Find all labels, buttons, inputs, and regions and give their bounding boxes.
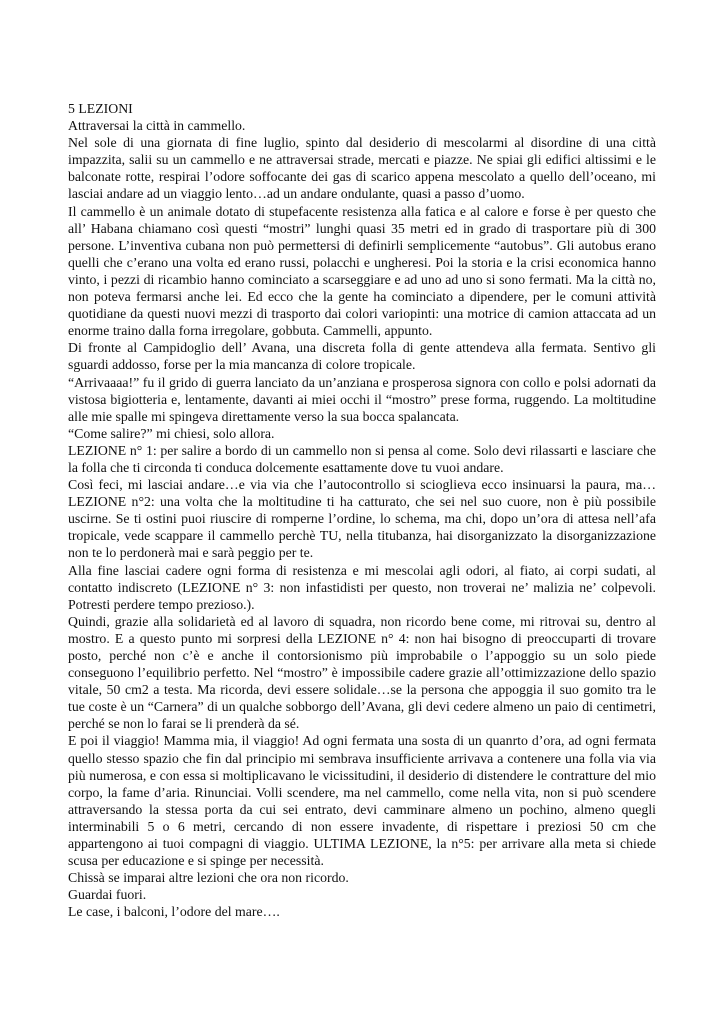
paragraph-11: Chissà se imparai altre lezioni che ora non ricordo. xyxy=(68,870,349,886)
paragraph-5: “Come salire?” mi chiesi, solo allora. xyxy=(68,425,275,441)
paragraph-12: Guardai fuori. xyxy=(68,887,147,903)
paragraph-6: LEZIONE n° 1: per salire a bordo di un cammello non si pensa al come. Solo devi rilassarti e lasciare che la folla che ti circonda ti conduca dolcemente esattamente dove tu vuoi andare. xyxy=(68,442,656,475)
paragraph-3: Di fronte al Campidoglio dell’ Avana, una discreta folla di gente attendeva alla fermata. Sentivo gli sguardi addosso, forse per la mia mancanza di colore tropicale. xyxy=(68,340,656,373)
paragraph-4: “Arrivaaaa!” fu il grido di guerra lanciato da un’anziana e prosperosa signora con collo e polsi adornati da vistosa bigiotteria e, lentamente, davanti ai miei occhi il “mostro” prese forma, ruggendo. La moltitudine alle mie spalle mi spingeva direttamente verso la sua bocca spalancata. xyxy=(68,374,656,424)
paragraph-1: Nel sole di una giornata di fine luglio, spinto dal desiderio di mescolarmi al disordine di una città impazzita, salii su un cammello e ne attraversai strade, mercati e piazze. Ne spiai gli edifici altissimi e le balconate rotte, respirai l’odore soffocante dei gas di scarico appena mescolato a quello dell’oceano, mi lasciai andare ad un viaggio lento…ad un andare ondulante, quasi a passo d’uomo. xyxy=(68,135,656,202)
document-page xyxy=(68,100,656,921)
paragraph-7: Così feci, mi lasciai andare…e via via che l’autocontrollo si scioglieva ecco insinuarsi la paura, ma…LEZIONE n°2: una volta che la moltitudine ti ha catturato, che sei nel suo cuore, non è più possibile uscirne. Se ti ostini puoi riuscire di romperne l’ordine, lo schema, ma chi, dopo un’ora di attesa nell’afa tropicale, vede scappare il cammello perchè TU, nella titubanza, hai disorganizzato la disorganizzazione non te lo perdonerà mai e sarà peggio per te. xyxy=(68,477,656,561)
paragraph-2: Il cammello è un animale dotato di stupefacente resistenza alla fatica e al calore e forse è per questo che all’ Habana chiamano così questi “mostri” lunghi quasi 35 metri ed in grado di trasportare più di 300 persone. L’inventiva cubana non può permettersi di definirli semplicemente “autobus”. Gli autobus erano quelli che c’erano una volta ed erano russi, polacchi e ungheresi. Poi la storia e la crisi economica hanno vinto, i pezzi di ricambio hanno cominciato a scarseggiare e ad uno ad uno si sono fermati. Ma la città no, non poteva fermarsi anche lei. Ed ecco che la gente ha cominciato a dipendere, per le comuni attività quotidiane da questi nuovi mezzi di trasporto dai colori variopinti: una motrice di camion attaccata ad un enorme traino dalla forna irregolare, gobbuta. Cammelli, appunto. xyxy=(68,203,656,339)
paragraph-10: E poi il viaggio! Mamma mia, il viaggio! Ad ogni fermata una sosta di un quanrto d’ora, ad ogni fermata quello stesso spazio che fin dal principio mi sembrava insufficiente arrivava a contenere una folla via via più numerosa, e con essa si moltiplicavano le vicissitudini, il desiderio di distendere le contratture del mio corpo, la fame d’aria. Rinunciai. Volli scendere, ma nel cammello, come nella vita, non si può scendere attraversando la stessa porta da cui sei entrato, devi camminare almeno un pochino, almeno quegli interminabili 5 o 6 metri, cercando di non essere invadente, di rispettare i preziosi 50 cm che appartengono ai tuoi compagni di viaggio. ULTIMA LEZIONE, la n°5: per arrivare alla meta si chiede scusa per educazione e si spinge per necessità. xyxy=(68,733,656,869)
document-title: 5 LEZIONI xyxy=(68,101,133,116)
document-subtitle: Attraversai la città in cammello. xyxy=(68,118,246,134)
paragraph-8: Alla fine lasciai cadere ogni forma di resistenza e mi mescolai agli odori, al fiato, ai corpi sudati, al contatto indiscreto (LEZIONE n° 3: non infastidisti per questo, non troverai ne’ malizia ne’ colpevoli. Potresti perdere tempo prezioso.). xyxy=(68,562,656,612)
paragraph-13: Le case, i balconi, l’odore del mare…. xyxy=(68,904,280,920)
paragraph-9: Quindi, grazie alla solidarietà ed al lavoro di squadra, non ricordo bene come, mi ritrovai su, dentro al mostro. E a questo punto mi sorpresi della LEZIONE n° 4: non hai bisogno di preoccuparti di trovare posto, perché non c’è e anche il contorsionismo più improbabile o l’appoggio su un solo piede conseguono l’equilibrio perfetto. Nel “mostro” è impossibile cadere grazie all’ottimizzazione dello spazio vitale, 50 cm2 a testa. Ma ricorda, devi essere solidale…se la persona che appoggia il suo gomito tra le tue coste è un “Carnera” di un qualche sobborgo dell’Avana, gli devi cedere almeno un paio di centimetri, perché se non lo farai se li prenderà da sé. xyxy=(68,613,656,732)
